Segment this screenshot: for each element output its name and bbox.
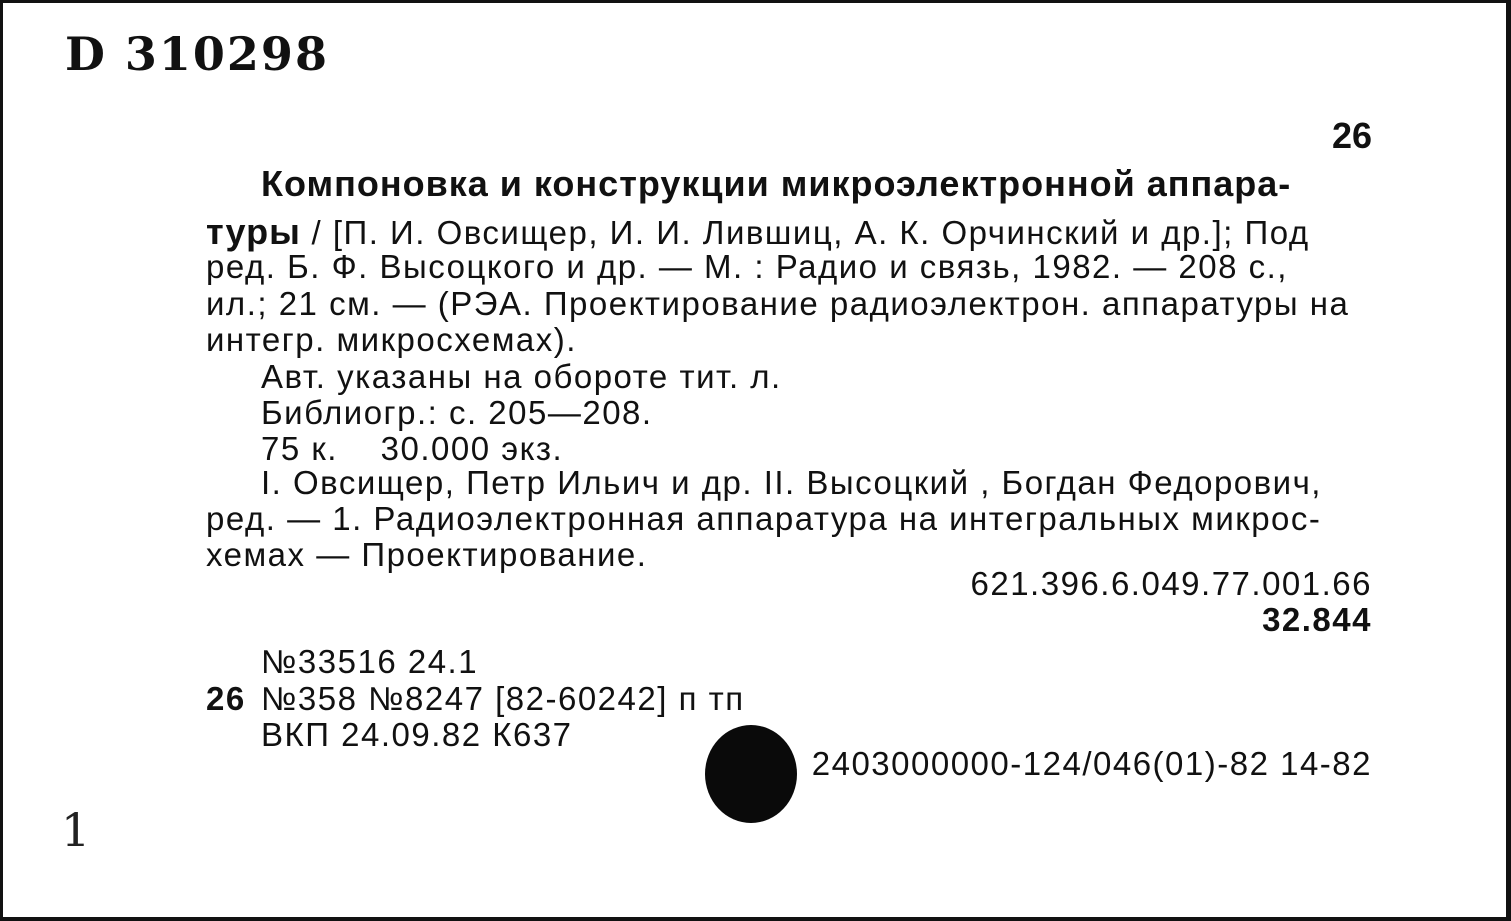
title-line-2 (206, 211, 1310, 253)
note-line: Авт. указаны на обороте тит. л. (261, 358, 782, 395)
description-line: интегр. микросхемах). (206, 321, 577, 358)
note-line: Библиогр.: с. 205—208. (261, 394, 653, 431)
subject-line: ред. — 1. Радиоэлектронная аппаратура на интегральных микрос- (206, 500, 1322, 537)
tracking-line: ВКП 24.09.82 К637 (261, 716, 573, 753)
description-line: ред. Б. Ф. Высоцкого и др. — М. : Радио и связь, 1982. — 208 с., (206, 248, 1288, 285)
title-line-2-rest: / [П. И. Овсищер, И. И. Лившиц, А. К. Орчинский и др.]; Под (311, 214, 1310, 251)
handwritten-mark: 1 (61, 803, 91, 857)
price-code: 2403000000-124/046(01)-82 14-82 (811, 745, 1372, 782)
tracking-line: №33516 24.1 (261, 643, 479, 680)
subject-line: хемах — Проектирование. (206, 536, 648, 573)
card-number: 26 (1331, 115, 1372, 156)
bbk-code: 32.844 (1262, 601, 1372, 638)
description-line: ил.; 21 см. — (РЭА. Проектирование радиоэлектрон. аппаратуры на (206, 285, 1350, 322)
subject-line: I. Овсищер, Петр Ильич и др. II. Высоцкий , Богдан Федорович, (261, 464, 1322, 501)
tracking-prefix: 26 (206, 680, 246, 717)
tracking-line: №358 №8247 [82-60242] п тп (261, 680, 745, 717)
black-dot-mark (705, 725, 797, 823)
udc-code: 621.396.6.049.77.001.66 (970, 565, 1372, 602)
note-line: 75 к. 30.000 экз. (261, 430, 564, 467)
title-line-2-bold: туры (206, 211, 301, 252)
title-line-1: Компоновка и конструкции микроэлектронной аппара- (261, 163, 1292, 204)
serial-number: D 310298 (65, 27, 329, 81)
